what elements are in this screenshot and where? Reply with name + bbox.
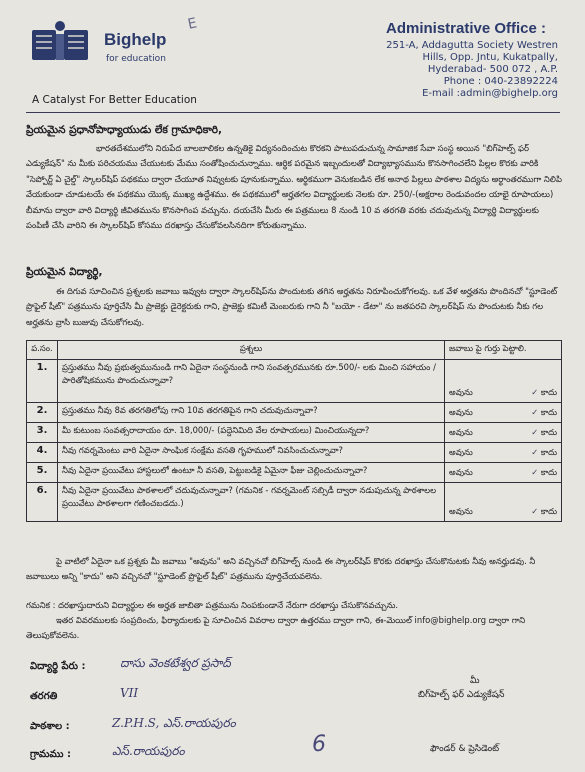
row-answer[interactable]: [445, 403, 562, 423]
table-row: [27, 463, 562, 483]
student-name-label: విద్యార్థి పేరు :: [30, 661, 86, 672]
intro-paragraph: భారతదేశములోని నిరుపేద బాలబాలికల ఉన్నతికై విద్యనందించుట కొరకని పాటుపడుచున్న సామాజిక సేవా సంస్థ అయిన "బిగ్‌హెల్ప్ ఫర్ ఎడ్యుకేషన్" ను మీకు పరిచయము చేయుటకు మేము సంతోషించుచున్నాము. ఆర్థిక పరమైన ఇబ్బందులతో విద్యాభ్యాసమును కొనసాగించలేని పిల్లల కొరకు వారికి "సెప్పోర్ట్ ఏ చైల్డ్" స్కాలర్‌షిప్ పథకము ద్వారా చేయూత నివ్వుటకు పూనుకున్నాము. ఆర్థికముగా వెనుకబడిన లేక అనాథ పిల్లలు పాఠశాల విద్యను అర్థాంతరముగా నిలిపి వేయకుండా చూడుటయే ఈ పథకము యొక్క ముఖ్య ఉద్దేశము. ఈ పథకములో అర్హతగల విద్యార్థులకు నెలకు రూ. 250/-(అక్షరాల రెండువందల యాభై రూపాయలు) బీమాను ద్వారా వారి విద్యార్థి జీవితమును కొనసాగింప వచ్చును. దయచేసి మీరు ఈ పత్రములు 8 నుండి 10 వ తరగతి వరకు చదువుచున్న విద్యార్థి విద్యార్థులకు పంపిణీ చేసి వారిని ఈ స్కాలర్‌షిప్ కోసము దరఖాస్తు చేసుకోవలసినదిగా కోరుతున్నాము.: [26, 143, 562, 231]
row-answer[interactable]: [445, 423, 562, 443]
address-line: Hyderabad- 500 072 , A.P.: [427, 64, 558, 75]
row-number: 6.: [27, 483, 58, 522]
note-paragraph: గమనిక : దరఖాస్తుదారుని విద్యార్థుల ఈ అర్హత జాబితా పత్రమును నింపకుండానే నేరుగా దరఖాస్తు చేసుకొనవచ్చును.: [26, 600, 399, 610]
row-answer[interactable]: [445, 360, 562, 403]
table-row: [27, 403, 562, 423]
brand-name: Bighelp: [104, 30, 167, 49]
instruction-paragraph: ఈ దిగువ సూచించిన ప్రశ్నలకు జవాబు ఇవ్వుట ద్వారా స్కాలర్‌షిప్‌ను పొందుటకు తగిన అర్హతను నిరూపించుకోగలవు. ఒక వేళ అర్హతను పొందినచో "స్టూడెంట్ ప్రొఫైల్ షీట్" పత్రమును పూర్తిచేసి మీ ప్రాజెక్టు డైరెక్టరుకు గాని, ప్రాజెక్టు కమిటీ మెంబరుకు గాని నీ "బయో - డేటా" ను జతపరచి స్కాలర్‌షిప్ ను పొందుటకు నీకు గల అర్హతను వ్రాసి బుజువు చేసుకోగలవు.: [26, 286, 558, 327]
village-value[interactable]: ఎస్.రాయపురం: [112, 744, 185, 758]
table-header-row: [27, 341, 562, 360]
row-answer[interactable]: [445, 443, 562, 463]
row-answer[interactable]: [445, 463, 562, 483]
row-number: 1.: [27, 360, 58, 403]
office-address: [370, 40, 558, 100]
tick-mark: ✓: [531, 506, 539, 516]
school-label: పాఠశాల :: [30, 721, 70, 732]
village-label: గ్రామము :: [30, 749, 72, 760]
table-row: [27, 423, 562, 443]
signature-organization: బిగ్‌హెల్ప్ ఫర్ ఎడ్యుకేషన్: [418, 690, 505, 700]
yes-option[interactable]: అవును: [449, 447, 473, 457]
header-answer: జవాబు పై గుర్తు పెట్టాలి.: [445, 341, 562, 360]
header-number: ప.సం.: [27, 341, 58, 360]
student-salutation: ప్రియమైన విద్యార్థి,: [26, 266, 103, 278]
yes-option[interactable]: అవును: [449, 427, 473, 437]
corner-handwritten-mark: E: [186, 15, 199, 33]
row-question: ప్రస్తుతము నీవు 8వ తరగతిలోపు గాని 10వ తరగతిపైన గాని చదువుచున్నావా?: [58, 403, 445, 423]
row-number: 5.: [27, 463, 58, 483]
tick-mark: ✓: [531, 447, 539, 457]
signature-yours: మీ: [470, 676, 480, 686]
yes-option[interactable]: అవును: [449, 407, 473, 417]
school-value[interactable]: Z.P.H.S, ఎస్.రాయపురం: [112, 716, 236, 730]
table-row: [27, 443, 562, 463]
yes-option[interactable]: అవును: [449, 467, 473, 477]
row-number: 4.: [27, 443, 58, 463]
greeting: ప్రియమైన ప్రధానోపాధ్యాయుడు లేక గ్రామాధికారి,: [26, 124, 223, 136]
row-question: నీవు గవర్నమెంటు వారి ఏదైనా సాంఘిక సంక్షేమ వసతి గృహములో నివసించుచున్నావా?: [58, 443, 445, 463]
yes-option[interactable]: అవును: [449, 506, 473, 516]
yes-option[interactable]: అవును: [449, 387, 473, 397]
tagline: A Catalyst For Better Education: [32, 94, 197, 106]
row-question: నీవు ఏదైనా ప్రయివేటు పాఠశాలలో చదువుచున్నావా? (గమనిక - గవర్నమెంట్ సబ్సిడీ ద్వారా నడుపుచున్న పాఠశాలల ప్రయివేటు పాఠశాలగా గణించబడదు.): [58, 483, 445, 522]
student-name-value[interactable]: దాసు వెంకటేశ్వర ప్రసాద్: [120, 656, 231, 670]
no-option[interactable]: ✓ కాదు: [531, 506, 557, 516]
no-option[interactable]: ✓ కాదు: [531, 407, 557, 417]
bighelp-logo: [30, 20, 90, 66]
stray-handwritten-mark: 6: [312, 732, 326, 757]
row-question: నీవు ఏదైనా ప్రయివేటు హాస్టలులో ఉంటూ నీ వసతి, పెట్టుబడికై ఏమైనా ఫీజు చెల్లించుచున్నావా?: [58, 463, 445, 483]
row-number: 2.: [27, 403, 58, 423]
class-label: తరగతి: [30, 691, 58, 702]
address-line: 251-A, Addagutta Society Westren: [386, 40, 558, 51]
header-divider: [26, 112, 560, 113]
row-number: 3.: [27, 423, 58, 443]
eligibility-table: [26, 340, 562, 522]
brand-subtitle: for education: [106, 54, 166, 64]
table-row: [27, 360, 562, 403]
contact-paragraph: ఇతర వివరములకు సంప్రదించు, ఫిర్యాదులకు పై సూచించిన వివరాల ద్వారా ఉత్తరము ద్వారా గాని, ఈ-మెయిల్ info@bighelp.org ద్వారా గాని తెలుపుకోవలెను.: [26, 615, 526, 641]
no-option[interactable]: ✓ కాదు: [531, 387, 557, 397]
no-option[interactable]: ✓ కాదు: [531, 447, 557, 457]
no-option[interactable]: ✓ కాదు: [531, 467, 557, 477]
no-option[interactable]: ✓ కాదు: [531, 427, 557, 437]
tick-mark: ✓: [531, 467, 539, 477]
class-value[interactable]: VII: [120, 686, 139, 700]
result-paragraph: పై వాటిలో ఏదైనా ఒక ప్రశ్నకు మీ జవాబు "అవును" అని వచ్చినచో బిగ్‌హెల్ప్ నుండి ఈ స్కాలర్‌షిప్ కొరకు దరఖాస్తు చేసుకొనుటకు నీవు అనర్హుడవు. నీ జవాబులు అన్ని "కాదు" అని వచ్చినచో "స్టూడెంట్ ప్రొఫైల్ షీట్" పత్రమును పూర్తిచేయవలెను.: [26, 556, 536, 582]
office-title: Administrative Office :: [386, 20, 547, 37]
phone-line: Phone : 040-23892224: [443, 76, 558, 87]
row-question: మీ కుటుంబ సంవత్సరాదాయం రూ. 18,000/- (పద్దెనిమిది వేల రూపాయలు) మించియున్నదా?: [58, 423, 445, 443]
address-line: Hills, Opp. Jntu, Kukatpally,: [422, 52, 558, 63]
table-row: [27, 483, 562, 522]
signature-title: ఫౌండర్ & ప్రెసిడెంట్: [430, 744, 500, 754]
row-question: ప్రస్తుతము నీవు ప్రభుత్వమునుండి గాని ఏదైనా సంస్థనుండి గాని సంవత్సరమునకు రూ.500/- లకు మించి సహాయం / పారితోషికమును పొందుచున్నావా?: [58, 360, 445, 403]
email-line: E-mail :admin@bighelp.org: [422, 88, 558, 99]
tick-mark: ✓: [531, 387, 539, 397]
tick-mark: ✓: [531, 427, 539, 437]
row-answer[interactable]: [445, 483, 562, 522]
tick-mark: ✓: [531, 407, 539, 417]
header-question: ప్రశ్నలు: [58, 341, 445, 360]
